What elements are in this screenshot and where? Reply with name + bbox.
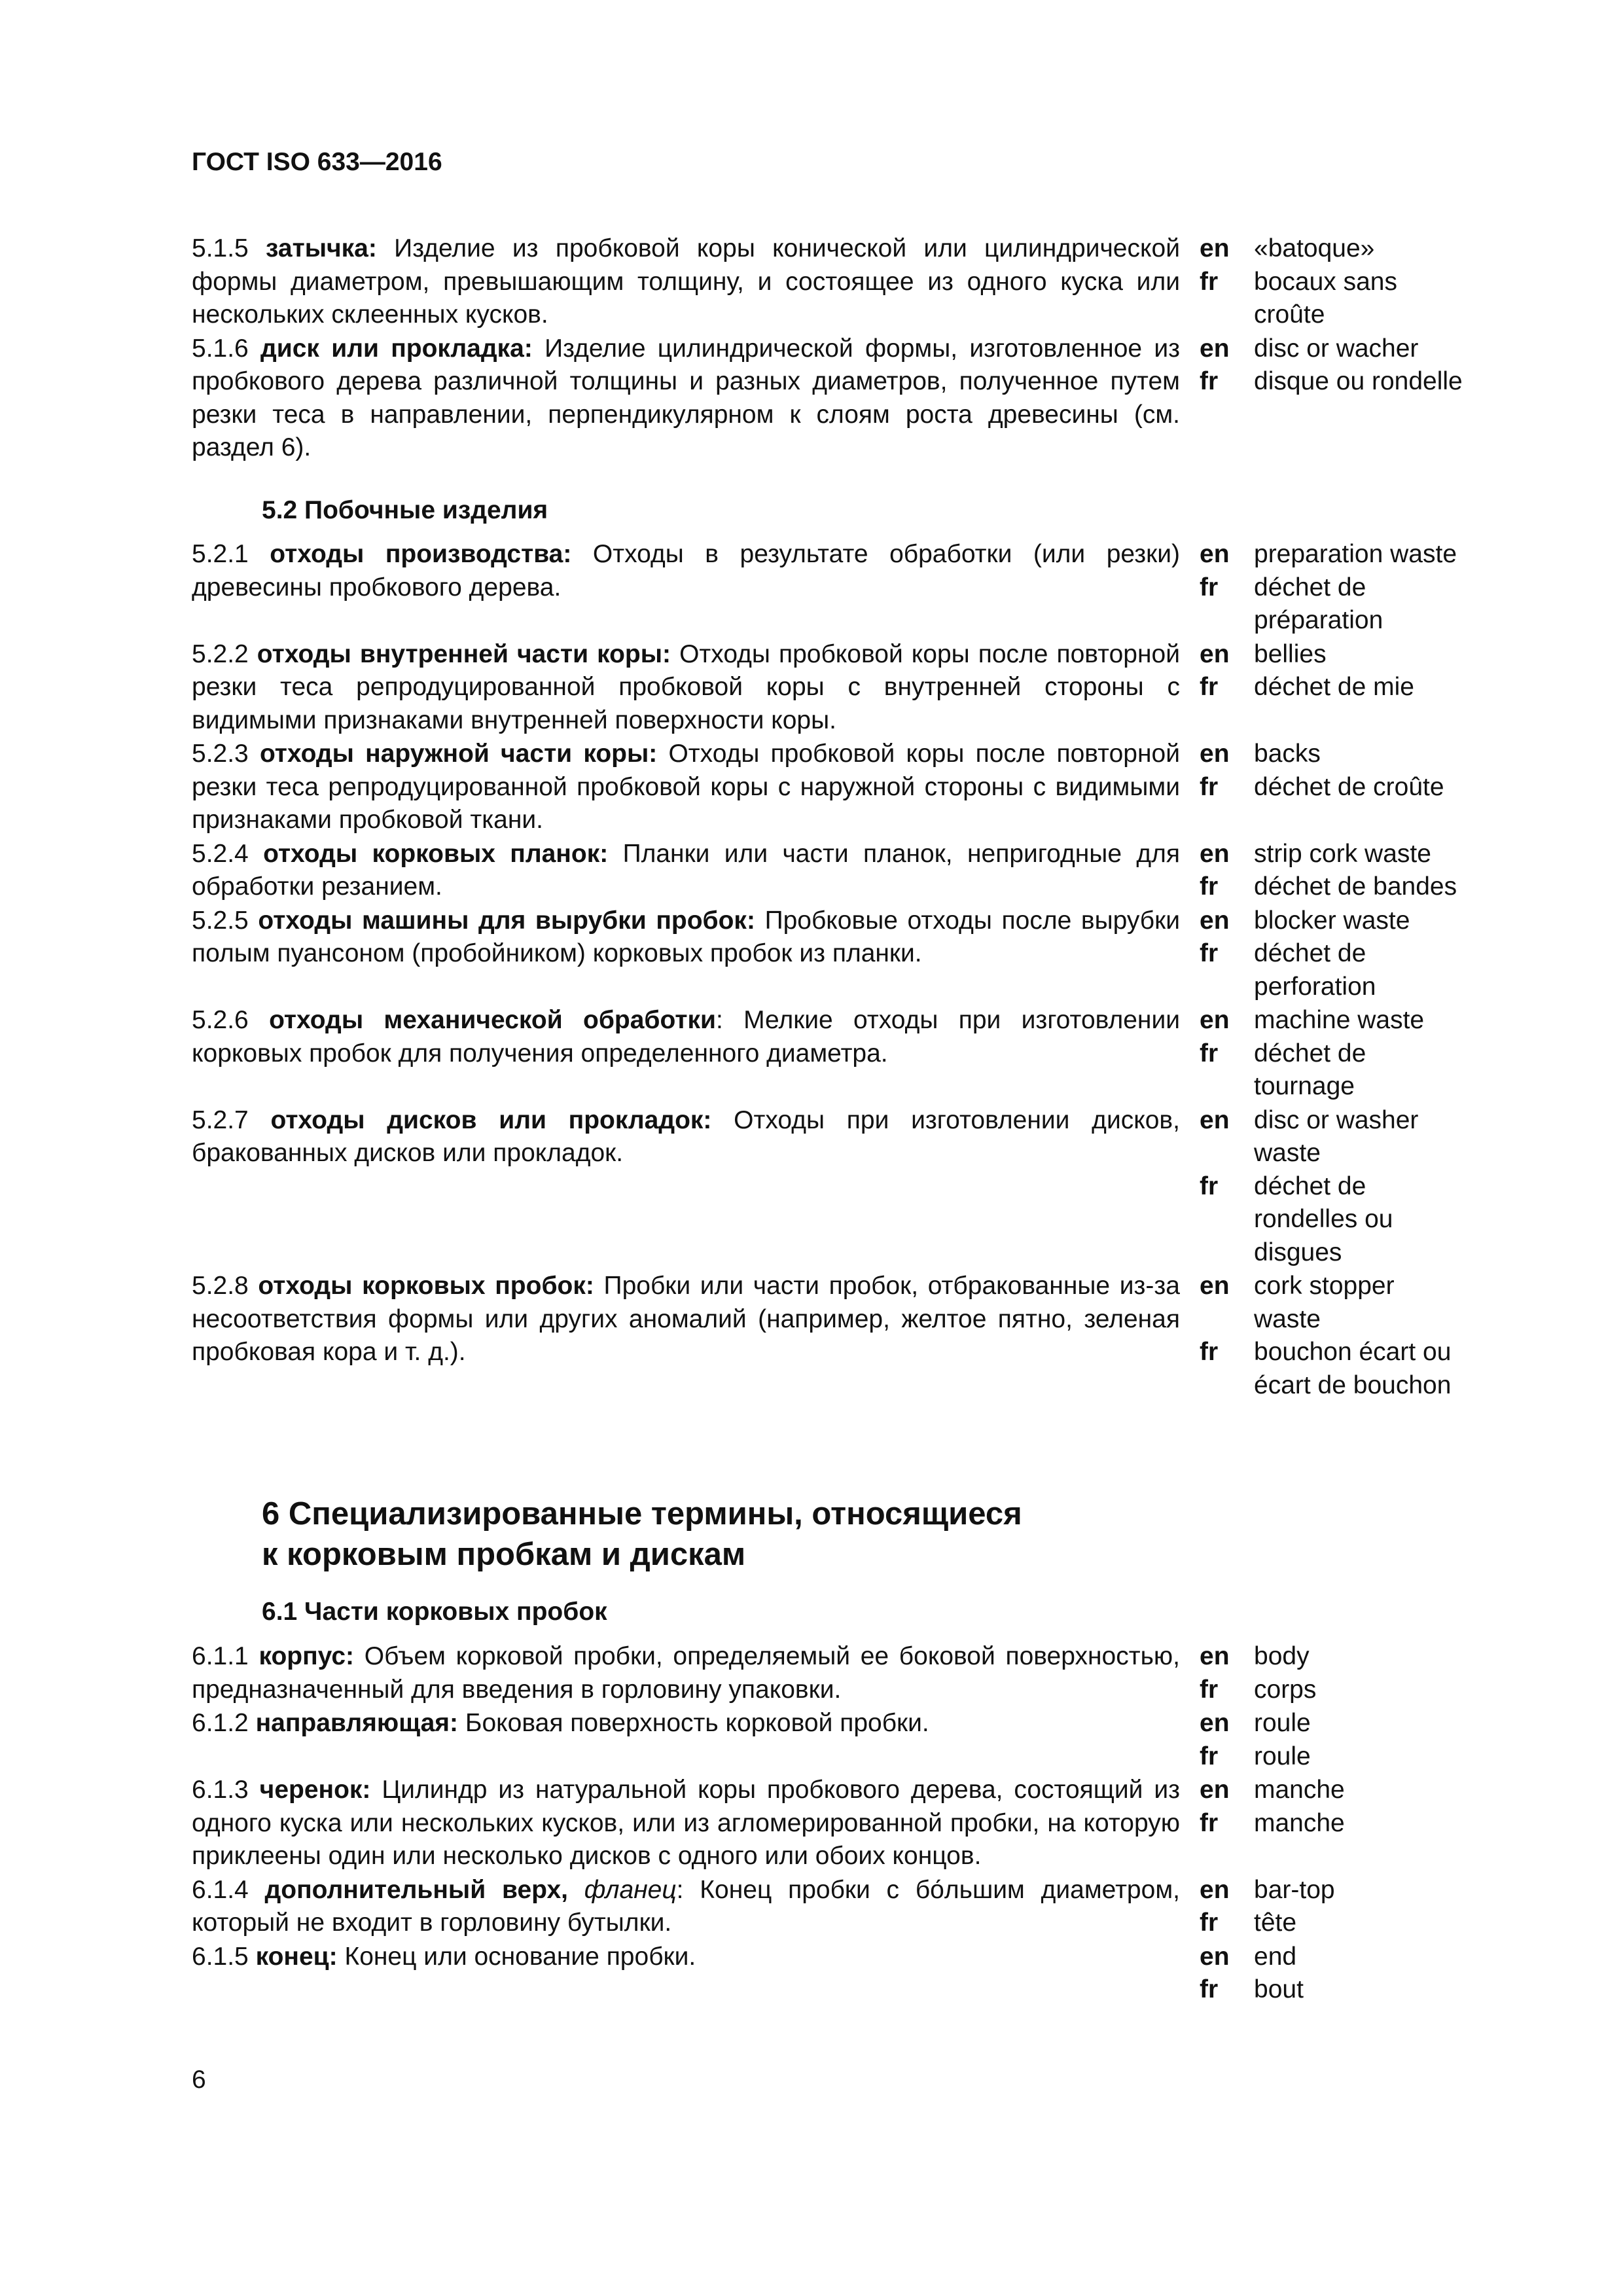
- term-entry-6-1-5: [192, 1941, 1468, 2007]
- term-title: корпус:: [259, 1642, 355, 1670]
- term-title: отходы производства:: [270, 540, 572, 568]
- term-definition: 5.2.6 отходы механической обработки: Мелкие отходы при изготовлении корковых пробок для получения определенного диаметра.: [192, 1006, 1181, 1067]
- term-definition: 6.1.2 направляющая: Боковая поверхность корковой пробки.: [192, 1709, 929, 1737]
- term-entry-5-2-1: [192, 538, 1468, 637]
- term-definition: 5.2.7 отходы дисков или прокладок: Отходы при изготовлении дисков, бракованных дисков или прокладок.: [192, 1105, 1180, 1167]
- term-translations: en body fr corps: [1200, 1642, 1317, 1704]
- term-title: отходы внутренней части коры:: [257, 639, 671, 668]
- page-number: 6: [192, 2066, 206, 2094]
- term-definition: 6.1.4 дополнительный верх, фланец: Конец пробки с бо́льшим диаметром, который не входит в горловину бутылки.: [192, 1875, 1180, 1937]
- term-definition: 5.2.1 отходы производства: Отходы в результате обработки (или резки) древесины пробкового дерева.: [192, 540, 1180, 601]
- term-entry-6-1-1: [192, 1640, 1468, 1706]
- term-definition: 5.2.8 отходы корковых пробок: Пробки или части пробок, отбракованные из-за несоответствия формы или других аномалий (например, желтое пятно, зеленая пробковая кора и т. д.).: [192, 1272, 1180, 1366]
- term-title: конец:: [255, 1942, 338, 1971]
- terms-block-5-2: [192, 538, 1468, 1403]
- term-title: отходы механической обработки: [269, 1006, 716, 1034]
- term-entry-5-1-5: [192, 232, 1468, 332]
- term-title: отходы наружной части коры:: [259, 740, 658, 768]
- term-translations: en disc or wacher fr disque ou rondelle: [1200, 334, 1463, 395]
- term-definition: 6.1.3 черенок: Цилиндр из натуральной коры пробкового дерева, состоящий из одного куска или нескольких кусков, или из агломерированной пробки, на которую приклеены один или несколько дисков с одного или обоих концов.: [192, 1776, 1180, 1870]
- section-heading-6: 6 Специализированные термины, относящиеся к корковым пробкам и дискам: [262, 1496, 1022, 1572]
- term-translations: en bar-top fr tête: [1200, 1875, 1335, 1937]
- term-translations: en preparation waste fr déchet de préparation: [1200, 540, 1457, 634]
- term-title: отходы корковых пробок:: [258, 1272, 594, 1300]
- term-entry-5-2-4: [192, 838, 1468, 904]
- term-title: отходы дисков или прокладок:: [270, 1105, 712, 1134]
- term-entry-5-2-2: [192, 638, 1468, 738]
- term-translations: en cork stopper waste fr bouchon écart ou écart de bouchon: [1200, 1272, 1452, 1399]
- term-definition: 5.2.3 отходы наружной части коры: Отходы пробковой коры после повторной резки теса репродуцированной пробковой коры с наружной стороны с видимыми признаками пробковой ткани.: [192, 740, 1180, 834]
- term-entry-5-2-7: [192, 1104, 1468, 1270]
- term-entry-5-1-6: [192, 332, 1468, 465]
- term-title: черенок:: [259, 1776, 371, 1804]
- term-entry-5-2-5: [192, 905, 1468, 1004]
- term-translations: en manche fr manche: [1200, 1776, 1345, 1837]
- term-entry-6-1-2: [192, 1707, 1468, 1773]
- term-definition: 5.2.5 отходы машины для вырубки пробок: Пробковые отходы после вырубки полым пуансоном (пробойником) корковых пробок из планки.: [192, 906, 1180, 967]
- term-entry-5-2-3: [192, 738, 1468, 837]
- term-translations: en blocker waste fr déchet de perforation: [1200, 906, 1410, 1001]
- term-title: диск или прокладка:: [260, 334, 533, 363]
- term-title-italic: фланец: [584, 1875, 677, 1904]
- term-translations: en strip cork waste fr déchet de bandes: [1200, 839, 1457, 901]
- term-title: отходы корковых планок:: [263, 839, 609, 868]
- term-definition: 5.1.6 диск или прокладка: Изделие цилиндрической формы, изготовленное из пробкового дерева различной толщины и разных диаметров, полученное путем резки теса в направлении, перпендикулярном к слоям роста древесины (см. раздел 6).: [192, 334, 1181, 461]
- subsection-heading-6-1: 6.1 Части корковых пробок: [262, 1598, 607, 1626]
- term-translations: en disc or washer waste fr déchet de rondelles ou disgues: [1200, 1105, 1419, 1266]
- standard-header: ГОСТ ISO 633—2016: [192, 148, 442, 176]
- terms-block-5-1: [192, 232, 1468, 465]
- term-entry-5-2-8: [192, 1270, 1468, 1402]
- term-translations: en roule fr roule: [1200, 1709, 1311, 1770]
- terms-block-6-1: [192, 1640, 1468, 2007]
- term-entry-6-1-4: [192, 1874, 1468, 1940]
- term-entry-5-2-6: [192, 1004, 1468, 1103]
- term-definition: 6.1.5 конец: Конец или основание пробки.: [192, 1942, 696, 1971]
- term-title: дополнительный верх,: [264, 1875, 568, 1904]
- term-definition: 6.1.1 корпус: Объем корковой пробки, определяемый ее боковой поверхностью, предназначенный для введения в горловину упаковки.: [192, 1642, 1180, 1704]
- term-translations: en bellies fr déchet de mie: [1200, 639, 1414, 701]
- term-entry-6-1-3: [192, 1774, 1468, 1873]
- term-title: отходы машины для вырубки пробок:: [258, 906, 755, 935]
- term-title: затычка:: [266, 234, 377, 262]
- term-definition: 5.2.4 отходы корковых планок: Планки или части планок, непригодные для обработки резанием.: [192, 839, 1180, 901]
- term-translations: en machine waste fr déchet de tournage: [1200, 1006, 1425, 1100]
- subsection-heading-5-2: 5.2 Побочные изделия: [262, 496, 548, 524]
- term-translations: en backs fr déchet de croûte: [1200, 740, 1444, 801]
- term-definition: 5.2.2 отходы внутренней части коры: Отходы пробковой коры после повторной резки теса репродуцированной пробковой коры с внутренней стороны с видимыми признаками внутренней поверхности коры.: [192, 639, 1180, 734]
- term-definition: 5.1.5 затычка: Изделие из пробковой коры конической или цилиндрической формы диаметром, превышающим толщину, и состоящее из одного куска или нескольких склеенных кусков.: [192, 234, 1180, 329]
- term-title: направляющая:: [255, 1709, 459, 1737]
- term-translations: en end fr bout: [1200, 1942, 1304, 2003]
- term-translations: en «batoque» fr bocaux sans croûte: [1200, 234, 1397, 329]
